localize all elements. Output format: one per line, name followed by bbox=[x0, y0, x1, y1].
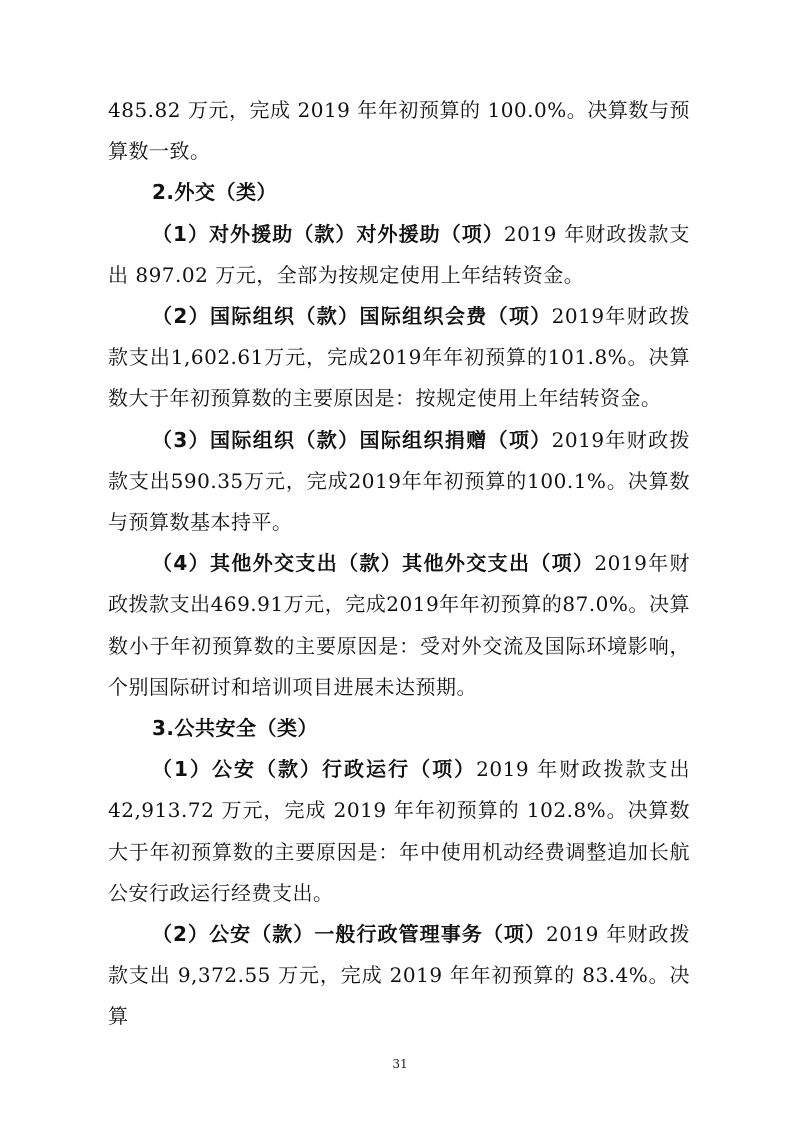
body-text bbox=[108, 90, 690, 1038]
item-title: （3）国际组织（款）国际组织捐赠（项） bbox=[152, 427, 552, 452]
paragraph-police-admin bbox=[108, 914, 690, 1038]
item-title: （4）其他外交支出（款）其他外交支出（项） bbox=[152, 551, 595, 576]
paragraph-continued bbox=[108, 90, 690, 172]
paragraph-text: 2019年财政拨款支出590.35万元，完成2019年年初预算的100.1%。决算数与预算数基本持平。 bbox=[108, 427, 690, 535]
item-title: （2）公安（款）一般行政管理事务（项） bbox=[152, 922, 546, 947]
paragraph-intl-org-fees bbox=[108, 296, 690, 420]
paragraph-text: 485.82 万元，完成 2019 年年初预算的 100.0%。决算数与预算数一致。 bbox=[108, 98, 690, 164]
item-title: （1）公安（款）行政运行（项） bbox=[152, 757, 477, 782]
paragraph-text: 2019 年财政拨款支出 9,372.55 万元，完成 2019 年年初预算的 83.4%。决算 bbox=[108, 922, 690, 1029]
paragraph-text: 2019 年财政拨款支出 897.02 万元，全部为按规定使用上年结转资金。 bbox=[108, 221, 690, 287]
page-number: 31 bbox=[392, 1057, 408, 1071]
paragraph-text: 2019年财政拨款支出1,602.61万元，完成2019年年初预算的101.8%。决算数大于年初预算数的主要原因是：按规定使用上年结转资金。 bbox=[108, 304, 690, 411]
paragraph-text: 2019 年财政拨款支出 42,913.72 万元，完成 2019 年年初预算的 102.8%。决算数大于年初预算数的主要原因是：年中使用机动经费调整追加长航公安行政运行经费支出。 bbox=[108, 757, 690, 905]
section-heading-diplomacy: 2.外交（类） bbox=[152, 180, 278, 205]
paragraph-text: 2019年财政拨款支出469.91万元，完成2019年年初预算的87.0%。决算数小于年初预算数的主要原因是：受对外交流及国际环境影响，个别国际研讨和培训项目进展未达预期。 bbox=[108, 551, 690, 699]
item-title: （1）对外援助（款）对外援助（项） bbox=[152, 221, 504, 246]
paragraph-foreign-aid bbox=[108, 214, 690, 296]
item-title: （2）国际组织（款）国际组织会费（项） bbox=[152, 304, 552, 329]
section-heading-public-security: 3.公共安全（类） bbox=[152, 716, 319, 741]
paragraph-intl-org-donations bbox=[108, 420, 690, 544]
paragraph-police-operations bbox=[108, 749, 690, 914]
paragraph-other-diplomacy bbox=[108, 543, 690, 708]
